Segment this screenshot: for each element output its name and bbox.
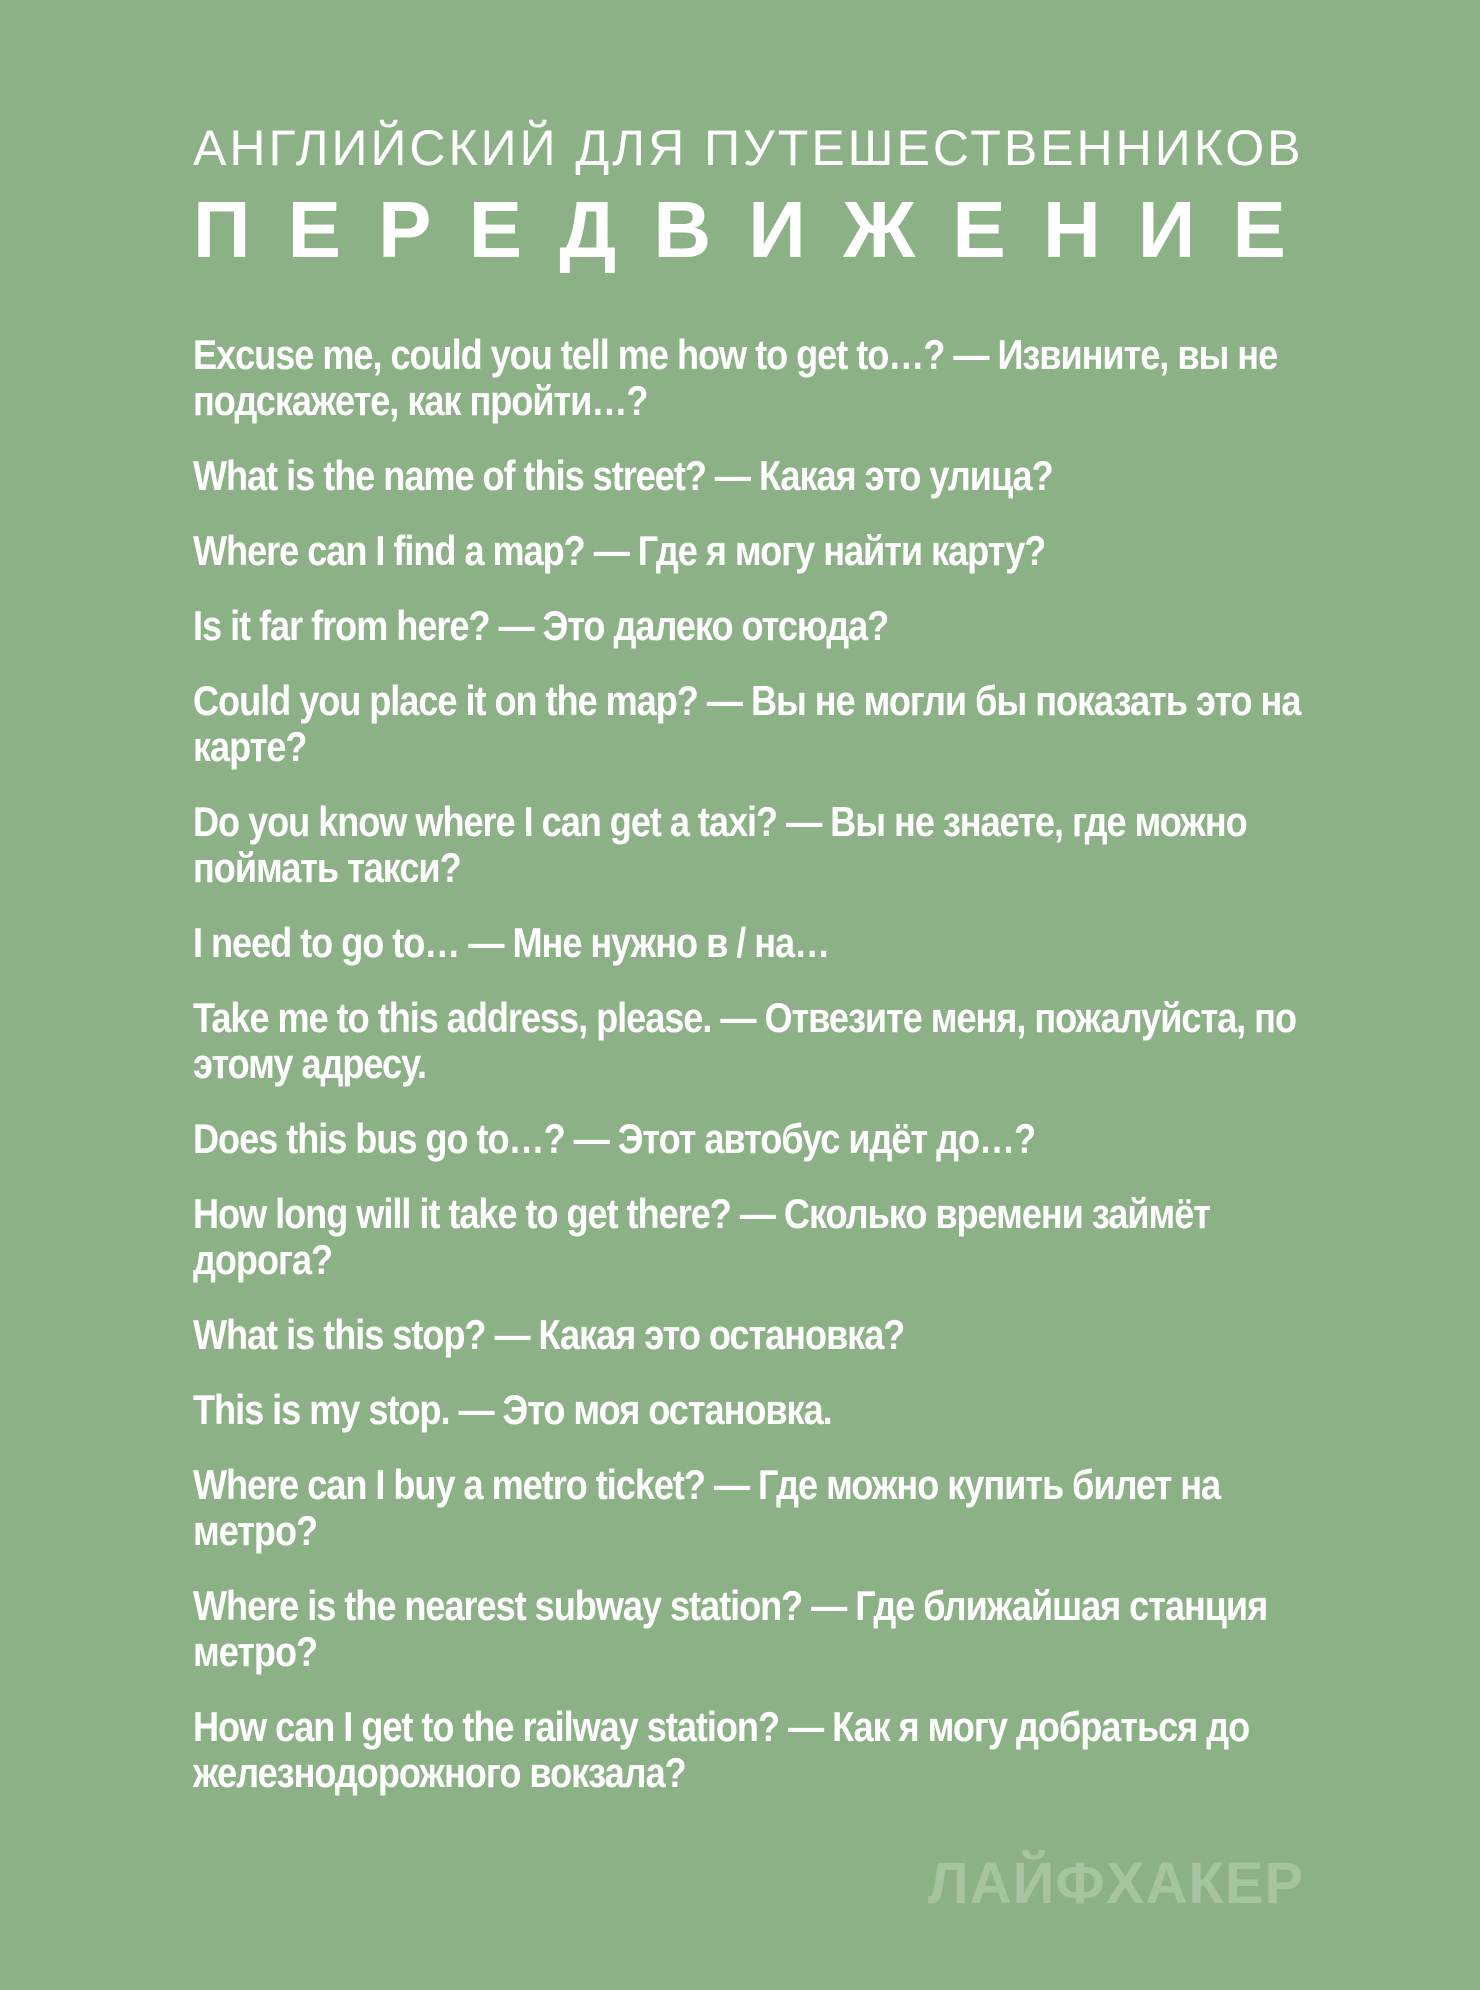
page-title-letter: Е [952, 185, 1006, 274]
phrase-item: Excuse me, could you tell me how to get to…? — Извините, вы не подскажете, как пройти…? [193, 331, 1278, 424]
header [193, 118, 1304, 274]
page-title-letter: Р [378, 185, 432, 274]
page-title-letter: Е [1232, 185, 1286, 274]
phrase-item: How can I get to the railway station? — Как я могу добраться до железнодорожного вокзала? [193, 1703, 1250, 1796]
page-title-letter: Д [559, 185, 617, 274]
phrase-item: What is the name of this street? — Какая это улица? [193, 452, 1053, 499]
phrase-item: I need to go to… — Мне нужно в / на… [193, 919, 830, 966]
phrase-item: Where can I buy a metro ticket? — Где можно купить билет на метро? [193, 1461, 1221, 1554]
phrase-item: Where can I find a map? — Где я могу найти карту? [193, 527, 1046, 574]
brand-watermark: ЛАЙФХАКЕР [928, 1851, 1305, 1916]
phrase-item: Where is the nearest subway station? — Где ближайшая станция метро? [193, 1582, 1268, 1675]
page-title-letter: П [193, 185, 251, 274]
phrase-item: Could you place it on the map? — Вы не могли бы показать это на карте? [193, 677, 1301, 770]
page-title-letter: В [653, 185, 712, 274]
phrase-item: Is it far from here? — Это далеко отсюда? [193, 602, 889, 649]
subtitle: АНГЛИЙСКИЙ ДЛЯ ПУТЕШЕСТВЕННИКОВ [193, 120, 1304, 176]
phrase-item: What is this stop? — Какая это остановка? [193, 1311, 905, 1358]
phrase-item: This is my stop. — Это моя остановка. [193, 1386, 832, 1433]
page-title [193, 186, 1286, 274]
page-title-letter: И [748, 185, 806, 274]
page-title-letter: Ж [842, 185, 916, 274]
page-title-letter: Е [287, 185, 342, 274]
phrase-list [193, 332, 1303, 1825]
phrase-item: Do you know where I can get a taxi? — Вы не знаете, где можно поймать такси? [193, 798, 1247, 891]
phrase-item: How long will it take to get there? — Сколько времени займёт дорога? [193, 1190, 1210, 1283]
page-title-letter: И [1137, 185, 1196, 274]
page-title-letter: Н [1042, 185, 1101, 274]
phrase-item: Does this bus go to…? — Этот автобус идёт до…? [193, 1115, 1036, 1162]
phrase-item: Take me to this address, please. — Отвезите меня, пожалуйста, по этому адресу. [193, 994, 1297, 1087]
page-title-letter: Е [468, 185, 523, 274]
